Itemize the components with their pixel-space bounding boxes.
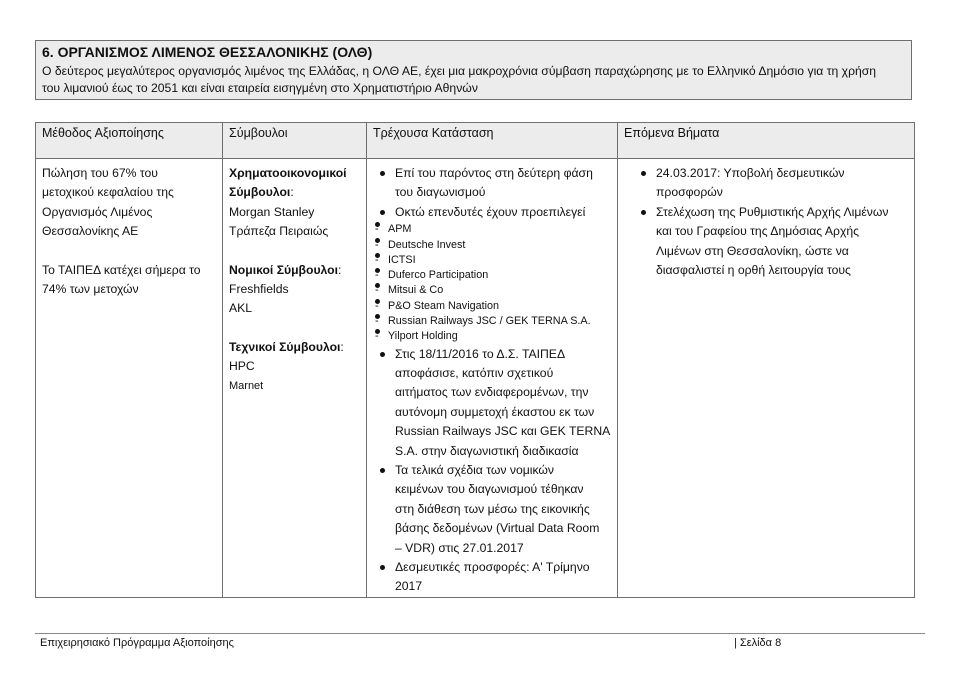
list-item: Στελέχωση της Ρυθμιστικής Αρχής Λιμένων και του Γραφείου της Δημόσιας Αρχής Λιμένων στη Θεσσαλονίκη, ώστε να διασφαλιστεί η ορθή λειτουργία τους [656, 203, 908, 281]
column-header-status: Τρέχουσα Κατάσταση [367, 123, 618, 159]
investor-item: - Duferco Participation [375, 268, 611, 283]
method-cell [36, 159, 223, 598]
section-description [42, 63, 905, 97]
investors-list [388, 222, 611, 344]
footer-divider [35, 633, 925, 634]
investor-item: - ICTSI [375, 253, 611, 268]
advisor-name: Morgan Stanley [229, 204, 315, 219]
section-header-box [35, 40, 912, 100]
column-header-next-steps: Επόμενα Βήματα [618, 123, 915, 159]
table-header-row [36, 123, 915, 159]
column-header-advisors: Σύμβουλοι [223, 123, 367, 159]
investor-item: - APM [375, 222, 611, 237]
ownership-text: 74% των μετοχών [42, 282, 139, 297]
list-item: 24.03.2017: Υποβολή δεσμευτικών προσφορών [656, 164, 908, 203]
financial-advisors-label-line2: Σύμβουλοι: [229, 185, 294, 200]
next-steps-list [632, 164, 908, 280]
method-text: Θεσσαλονίκης ΑΕ [42, 224, 139, 239]
advisors-cell [223, 159, 367, 598]
legal-advisors-label: Νομικοί Σύμβουλοι: [229, 262, 342, 277]
technical-advisors-label: Τεχνικοί Σύμβουλοι: [229, 339, 344, 354]
advisor-name: Freshfields [229, 282, 289, 297]
description-line: Ο δεύτερος μεγαλύτερος οργανισμός λιμένος της Ελλάδας, η ΟΛΘ ΑΕ, έχει μια μακροχρόνια σύμβαση παραχώρησης με το Ελληνικό Δημόσιο για τη χρήση [42, 64, 877, 78]
investor-item: - Yilport Holding [375, 329, 611, 344]
list-item: Τα τελικά σχέδια των νομικών κειμένων του διαγωνισμού τέθηκαν στη διάθεση των μέσω της εικονικής βάσης δεδομένων (Virtual Data Room – VDR) στις 27.01.2017 [395, 461, 611, 558]
list-item: Στις 18/11/2016 το Δ.Σ. ΤΑΙΠΕΔ αποφάσισε, κατόπιν σχετικού αιτήματος των ενδιαφερομένων, την αυτόνομη συμμετοχή έκαστου εκ των Russian Railways JSC και GEK TERNA S.A. στην διαγωνιστική διαδικασία [395, 345, 611, 461]
advisor-name: HPC [229, 359, 255, 374]
advisor-name: Τράπεζα Πειραιώς [229, 224, 329, 239]
list-item: Επί του παρόντος στη δεύτερη φάση του διαγωνισμού [395, 164, 611, 203]
table-row [36, 159, 915, 598]
description-line: του λιμανιού έως το 2051 και είναι εταιρεία εισηγμένη στο Χρηματιστήριο Αθηνών [42, 81, 478, 95]
investor-item: - Russian Railways JSC / GEK TERNA S.A. [375, 314, 611, 329]
advisor-name: AKL [229, 301, 253, 316]
footer-page-number: | Σελίδα 8 [734, 637, 782, 649]
column-header-method: Μέθοδος Αξιοποίησης [36, 123, 223, 159]
list-item: Οκτώ επενδυτές έχουν προεπιλεγεί - APM - Deutsche Invest - ICTSI - Duferco Participation - Mitsui & Co - P&O Steam Navigation - Russian Railways JSC / GEK TERNA S.A. - Yilport Holding [395, 203, 611, 345]
method-text: Οργανισμός Λιμένος [42, 204, 153, 219]
investor-item: - P&O Steam Navigation [375, 299, 611, 314]
list-item: Δεσμευτικές προσφορές: Α' Τρίμηνο 2017 [395, 558, 611, 597]
investor-item: - Deutsche Invest [375, 238, 611, 253]
investor-item: - Mitsui & Co [375, 283, 611, 298]
advisor-name: Marnet [229, 379, 264, 392]
status-cell [367, 159, 618, 598]
privatization-table [35, 122, 915, 598]
status-list [371, 164, 611, 597]
method-text: Πώληση του 67% του [42, 166, 158, 180]
section-title: 6. ΟΡΓΑΝΙΣΜΟΣ ΛΙΜΕΝΟΣ ΘΕΣΣΑΛΟΝΙΚΗΣ (ΟΛΘ) [42, 44, 373, 60]
ownership-text: Το ΤΑΙΠΕΔ κατέχει σήμερα το [42, 262, 201, 277]
next-steps-cell [618, 159, 915, 598]
financial-advisors-label: Χρηματοοικονομικοί [229, 166, 347, 180]
method-text: μετοχικού κεφαλαίου της [42, 185, 174, 200]
footer-document-title: Επιχειρησιακό Πρόγραμμα Αξιοποίησης [40, 637, 234, 649]
